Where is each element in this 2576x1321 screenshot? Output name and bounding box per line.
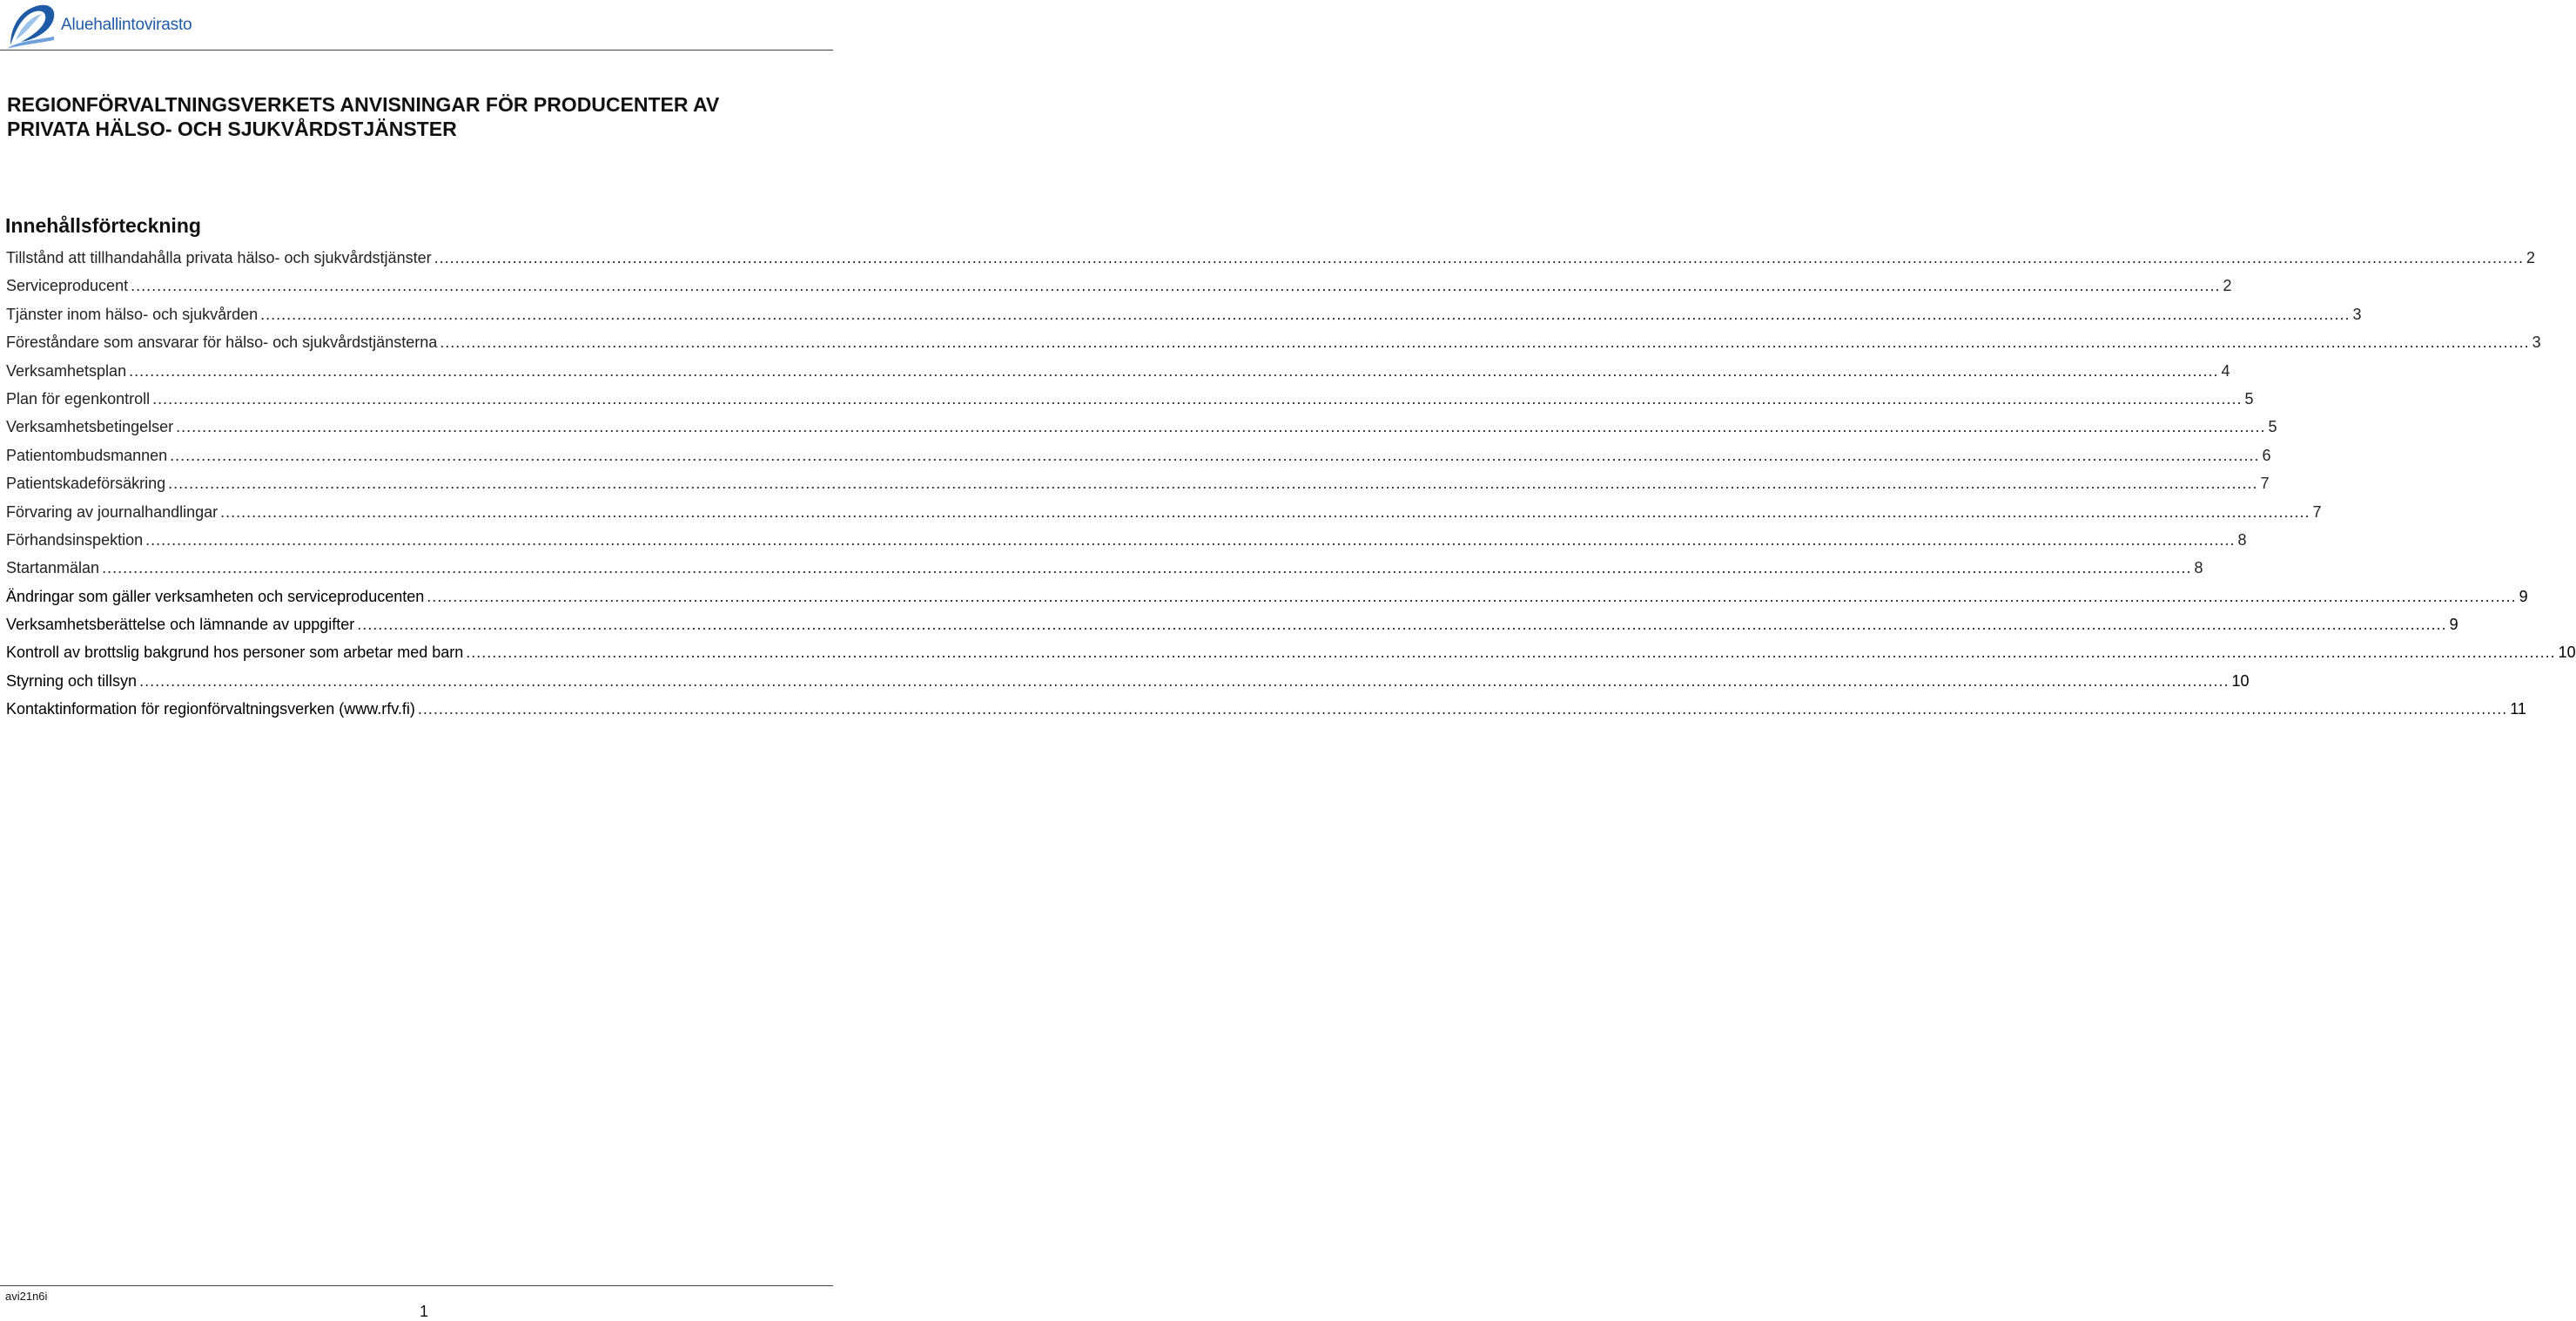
toc-entry-page: 2 <box>2526 249 2535 266</box>
toc-entry-label: Kontaktinformation för regionförvaltningsverken (www.rfv.fi) <box>6 700 415 718</box>
toc-entry-page: 5 <box>2268 418 2277 436</box>
toc-entry[interactable] <box>6 526 2247 554</box>
toc-entry-page: 9 <box>2449 616 2458 634</box>
toc-entry[interactable] <box>6 583 2528 610</box>
toc-entry-page: 3 <box>2352 305 2362 323</box>
toc-entry-label: Startanmälan <box>6 559 100 577</box>
toc-entry-leader: ................................................................................................................................................................................................................................................................................................................................................................................................................ <box>139 671 2230 690</box>
toc-entry-page: 5 <box>2244 389 2254 408</box>
toc-entry-leader: ................................................................................................................................................................................................................................................................................................................................................................................................................ <box>170 446 2260 464</box>
toc-entry-label: Verksamhetsberättelse och lämnande av uppgifter <box>6 616 355 634</box>
toc-entry-page: 10 <box>2231 671 2250 690</box>
toc-entry-leader: ................................................................................................................................................................................................................................................................................................................................................................................................................ <box>220 502 2310 521</box>
toc-entry[interactable] <box>6 610 2458 638</box>
toc-entry-page: 3 <box>2532 334 2541 352</box>
toc-entry-leader: ................................................................................................................................................................................................................................................................................................................................................................................................................ <box>102 559 2192 577</box>
logo-wordmark: Aluehallintovirasto <box>61 16 192 34</box>
toc-entry-leader: ................................................................................................................................................................................................................................................................................................................................................................................................................ <box>417 700 2508 718</box>
toc-entry-page: 4 <box>2221 361 2230 380</box>
footer-divider <box>0 1285 833 1286</box>
toc-entry-page: 8 <box>2237 530 2247 549</box>
document-title <box>7 92 817 141</box>
toc-entry-page: 7 <box>2260 475 2270 493</box>
toc-entry[interactable] <box>6 638 2576 666</box>
toc-entry-leader: ................................................................................................................................................................................................................................................................................................................................................................................................................ <box>176 418 2266 436</box>
toc-entry[interactable] <box>6 413 2277 441</box>
toc-entry-page: 6 <box>2262 446 2271 464</box>
toc-entry-leader: ................................................................................................................................................................................................................................................................................................................................................................................................................ <box>145 530 2236 549</box>
toc-entry-leader: ................................................................................................................................................................................................................................................................................................................................................................................................................ <box>129 361 2219 380</box>
toc-entry-label: Ändringar som gäller verksamheten och serviceproducenten <box>6 587 425 605</box>
toc-entry-leader: ................................................................................................................................................................................................................................................................................................................................................................................................................ <box>440 334 2530 352</box>
toc-entry-page: 8 <box>2194 559 2203 577</box>
toc-entry-page: 9 <box>2519 587 2528 605</box>
toc-entry[interactable] <box>6 554 2203 582</box>
toc-entry[interactable] <box>6 272 2232 300</box>
toc-entry-label: Styrning och tillsyn <box>6 671 138 690</box>
toc-entry-label: Plan för egenkontroll <box>6 389 151 408</box>
toc-entry-leader: ................................................................................................................................................................................................................................................................................................................................................................................................................ <box>434 249 2524 266</box>
toc-entry-page: 7 <box>2312 502 2322 521</box>
toc-entry-label: Serviceproducent <box>6 277 129 295</box>
toc-entry[interactable] <box>6 667 2250 695</box>
toc-entry-leader: ................................................................................................................................................................................................................................................................................................................................................................................................................ <box>466 644 2556 662</box>
footer-page-number: 1 <box>420 1303 429 1320</box>
footer-document-code: avi21n6i <box>5 1290 48 1303</box>
toc-entry-label: Tillstånd att tillhandahålla privata hälso- och sjukvårdstjänster <box>6 249 432 266</box>
toc-entry[interactable] <box>6 244 2535 272</box>
toc-entry-label: Föreståndare som ansvarar för hälso- och sjukvårdstjänsterna <box>6 334 438 352</box>
toc-entry-page: 11 <box>2510 700 2526 718</box>
header-divider <box>0 50 833 51</box>
toc-entry[interactable] <box>6 328 2541 356</box>
toc-entry[interactable] <box>6 357 2230 385</box>
toc-entry[interactable] <box>6 385 2254 413</box>
toc-entry-label: Kontroll av brottslig bakgrund hos personer som arbetar med barn <box>6 644 464 662</box>
toc-entry[interactable] <box>6 469 2270 497</box>
toc-entry-label: Tjänster inom hälso- och sjukvården <box>6 305 259 323</box>
toc-entry-page: 2 <box>2223 277 2232 295</box>
toc-entry[interactable] <box>6 695 2526 723</box>
toc-entry-leader: ................................................................................................................................................................................................................................................................................................................................................................................................................ <box>168 475 2258 493</box>
toc-entry-leader: ................................................................................................................................................................................................................................................................................................................................................................................................................ <box>357 616 2447 634</box>
table-of-contents <box>6 244 2576 724</box>
toc-entry[interactable] <box>6 441 2271 469</box>
toc-entry-label: Verksamhetsplan <box>6 361 127 380</box>
toc-entry[interactable] <box>6 498 2322 526</box>
toc-entry-label: Förhandsinspektion <box>6 530 144 549</box>
toc-entry-leader: ................................................................................................................................................................................................................................................................................................................................................................................................................ <box>260 305 2351 323</box>
toc-entry-label: Förvaring av journalhandlingar <box>6 502 219 521</box>
toc-entry-page: 10 <box>2558 644 2576 662</box>
toc-entry-leader: ................................................................................................................................................................................................................................................................................................................................................................................................................ <box>131 277 2221 295</box>
toc-entry-leader: ................................................................................................................................................................................................................................................................................................................................................................................................................ <box>152 389 2243 408</box>
toc-entry-label: Patientskadeförsäkring <box>6 475 166 493</box>
toc-heading: Innehållsförteckning <box>5 214 201 237</box>
document-title-line-2: PRIVATA HÄLSO- OCH SJUKVÅRDSTJÄNSTER <box>7 118 457 140</box>
toc-entry[interactable] <box>6 300 2362 328</box>
document-title-line-1: REGIONFÖRVALTNINGSVERKETS ANVISNINGAR FÖR PRODUCENTER AV <box>7 93 720 116</box>
toc-entry-label: Patientombudsmannen <box>6 446 168 464</box>
toc-entry-label: Verksamhetsbetingelser <box>6 418 174 436</box>
aluehallintovirasto-logo-icon <box>3 2 57 51</box>
page-header <box>0 0 836 52</box>
toc-entry-leader: ................................................................................................................................................................................................................................................................................................................................................................................................................ <box>427 587 2517 605</box>
